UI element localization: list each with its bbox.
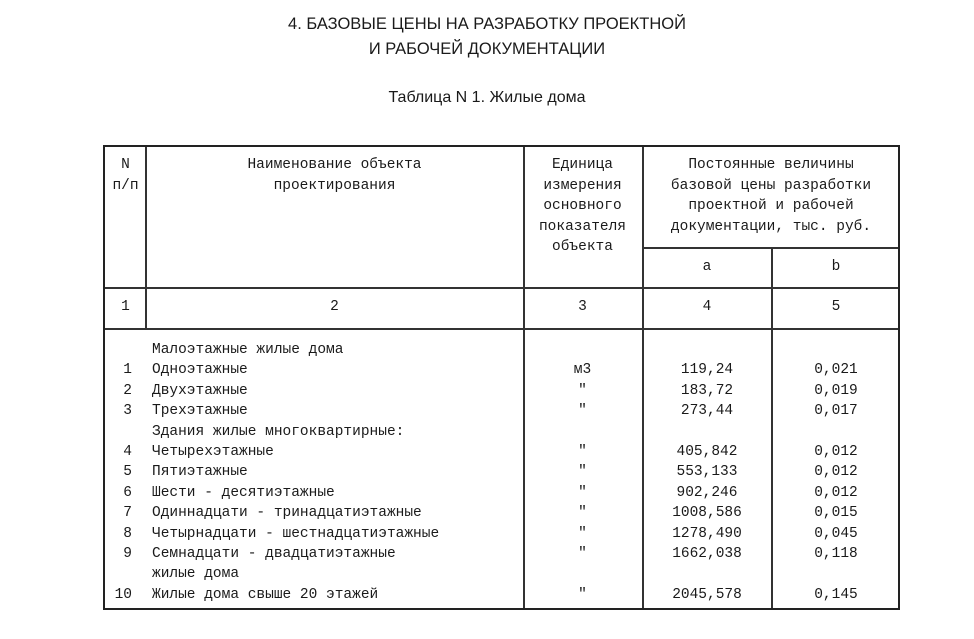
cell-a: 119,24 [680, 362, 734, 379]
table-row [105, 360, 898, 381]
column-number-5: 5 [831, 299, 841, 315]
cell-a: 405,842 [676, 444, 738, 460]
cell-name: Одиннадцати - тринадцатиэтажные [152, 505, 422, 522]
cell-name: Малоэтажные жилые дома [152, 342, 344, 358]
cell-a: 553,133 [676, 464, 738, 481]
cell-a: 183,72 [680, 382, 734, 399]
cell-b: 0,017 [814, 403, 858, 420]
cell-name: Семнадцати - двадцатиэтажные [152, 546, 396, 562]
cell-unit: " [578, 484, 587, 501]
cell-name: жилые дома [152, 566, 240, 583]
table-row [105, 340, 898, 361]
cell-name: Пятиэтажные [152, 464, 248, 481]
divider [105, 328, 898, 330]
cell-name: Двухэтажные [152, 382, 248, 399]
cell-no: 6 [123, 484, 132, 501]
divider [642, 247, 898, 249]
cell-unit: " [578, 382, 587, 399]
cell-name: Трехэтажные [152, 403, 248, 420]
cell-no: 1 [123, 362, 132, 379]
column-number-4: 4 [702, 299, 712, 315]
table-row [105, 483, 898, 504]
table-row [105, 564, 898, 585]
header-b: b [831, 259, 841, 275]
table-row [105, 442, 898, 463]
cell-no: 7 [123, 505, 132, 522]
cell-unit: " [578, 444, 587, 460]
column-number-2: 2 [330, 299, 339, 315]
cell-b: 0,021 [814, 362, 858, 379]
cell-a: 902,246 [676, 484, 738, 501]
column-number-1: 1 [121, 299, 130, 315]
cell-name: Жилые дома свыше 20 этажей [152, 586, 379, 603]
cell-b: 0,045 [814, 525, 858, 542]
document-title-line-2: И РАБОЧЕЙ ДОКУМЕНТАЦИИ [368, 40, 606, 58]
table-row [105, 503, 898, 524]
cell-no: 5 [123, 464, 132, 481]
cell-no: 3 [123, 403, 132, 420]
cell-unit: " [578, 505, 587, 522]
cell-name: Здания жилые многоквартирные: [152, 423, 405, 440]
header-object-name: Наименование объекта проектирования [247, 157, 422, 194]
table-row [105, 544, 898, 565]
cell-b: 0,019 [814, 382, 858, 399]
cell-unit: м3 [573, 362, 592, 379]
column-number-3: 3 [578, 299, 587, 315]
header-a: a [702, 259, 712, 275]
table-row [105, 401, 898, 422]
table-row [105, 462, 898, 483]
cell-b: 0,118 [814, 546, 858, 562]
cell-no: 8 [123, 525, 132, 542]
cell-unit: " [578, 464, 587, 481]
cell-a: 1662,038 [672, 546, 742, 562]
cell-a: 1278,490 [672, 525, 742, 542]
cell-b: 0,015 [814, 505, 858, 522]
cell-a: 2045,578 [672, 586, 742, 603]
table-row [105, 524, 898, 545]
cell-unit: " [578, 525, 587, 542]
cell-b: 0,012 [814, 484, 858, 501]
header-unit: Единица измерения основного показателя объекта [538, 157, 626, 255]
cell-unit: " [578, 546, 587, 562]
cell-name: Четырнадцати - шестнадцатиэтажные [152, 525, 440, 542]
cell-a: 1008,586 [672, 505, 742, 522]
header-number: N п/п [112, 157, 139, 194]
cell-name: Шести - десятиэтажные [152, 484, 335, 501]
cell-no: 10 [114, 586, 132, 603]
cell-unit: " [578, 403, 587, 420]
table-row [105, 585, 898, 606]
cell-name: Четырехэтажные [152, 444, 274, 460]
prices-table [103, 145, 900, 610]
cell-unit: " [578, 586, 587, 603]
cell-no: 9 [123, 546, 132, 562]
divider [105, 287, 898, 289]
table-row [105, 422, 898, 443]
table-row [105, 381, 898, 402]
cell-b: 0,012 [814, 464, 858, 481]
cell-name: Одноэтажные [152, 362, 248, 379]
cell-no: 4 [123, 444, 132, 460]
cell-a: 273,44 [680, 403, 734, 420]
header-constant-values: Постоянные величины базовой цены разработки проектной и рабочей документации, тыс. руб. [670, 157, 872, 235]
cell-no: 2 [123, 382, 132, 399]
cell-b: 0,012 [814, 444, 858, 460]
document-title-line-1: 4. БАЗОВЫЕ ЦЕНЫ НА РАЗРАБОТКУ ПРОЕКТНОЙ [288, 15, 686, 33]
cell-b: 0,145 [814, 586, 858, 603]
table-caption: Таблица N 1. Жилые дома [388, 89, 586, 106]
